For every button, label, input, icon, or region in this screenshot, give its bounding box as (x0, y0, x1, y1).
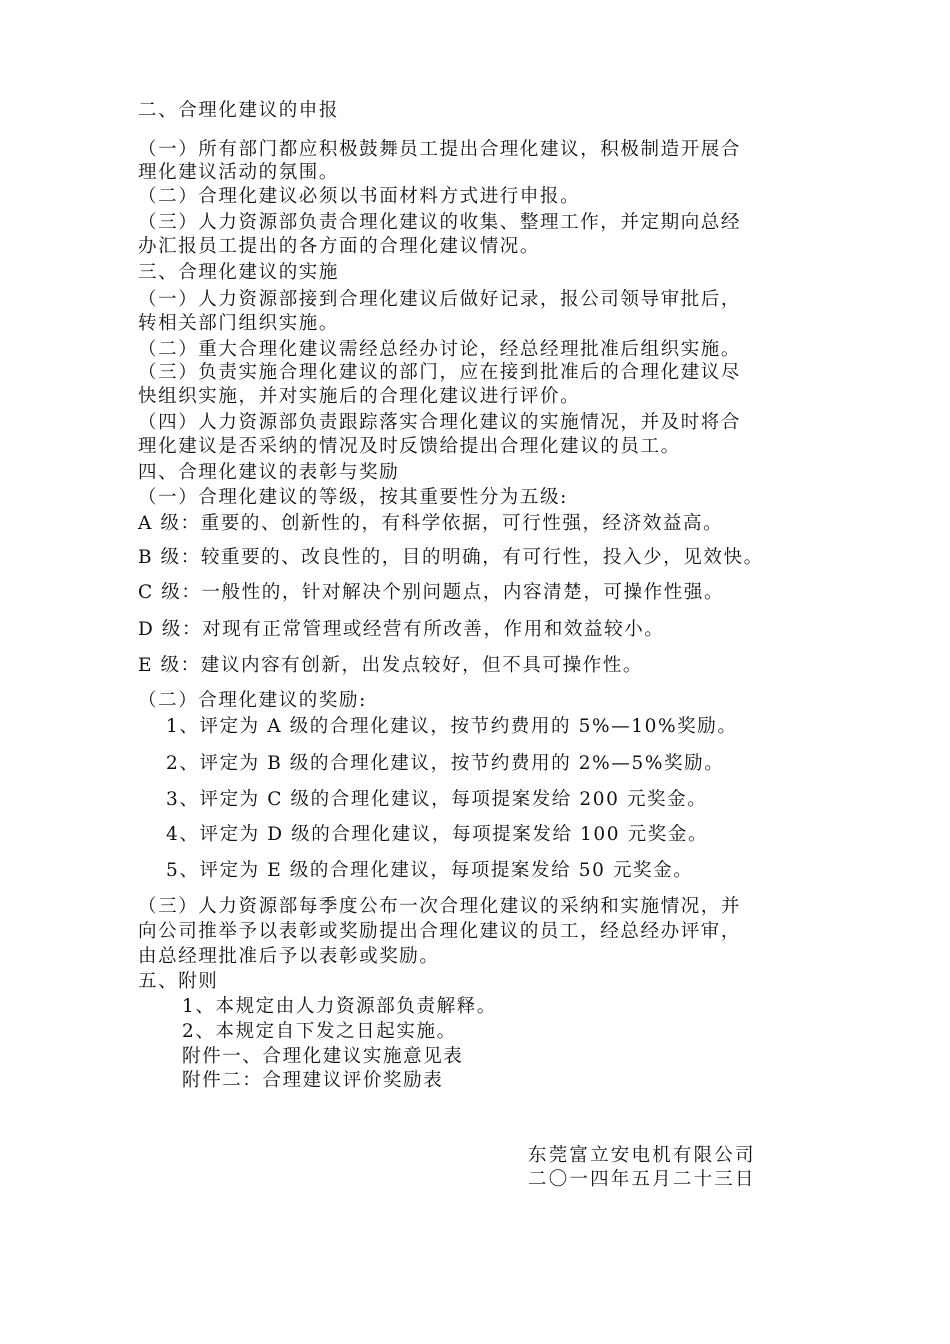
paragraph-line: 理化建议活动的氛围。 (138, 162, 340, 183)
paragraph-line: 理化建议是否采纳的情况及时反馈给提出合理化建议的员工。 (138, 436, 681, 457)
reward-item: 5、评定为 E 级的合理化建议，每项提案发给 50 元奖金。 (166, 860, 694, 881)
paragraph-line: 办汇报员工提出的各方面的合理化建议情况。 (138, 236, 541, 257)
appendix-item: 2、本规定自下发之日起实施。 (182, 1021, 457, 1042)
paragraph-line: 快组织实施，并对实施后的合理化建议进行评价。 (138, 386, 581, 407)
paragraph-line: 转相关部门组织实施。 (138, 313, 340, 334)
reward-item: 2、评定为 B 级的合理化建议，按节约费用的 2%—5%奖励。 (166, 753, 725, 774)
grade-item: C 级：一般性的，针对解决个别问题点，内容清楚，可操作性强。 (138, 582, 725, 603)
reward-item: 3、评定为 C 级的合理化建议，每项提案发给 200 元奖金。 (166, 789, 708, 810)
appendix-item: 1、本规定由人力资源部负责解释。 (182, 996, 497, 1017)
paragraph-line: （二）重大合理化建议需经总经办讨论，经总经理批准后组织实施。 (138, 339, 742, 360)
reward-item: 1、评定为 A 级的合理化建议，按节约费用的 5%—10%奖励。 (166, 716, 738, 737)
appendix-item: 附件二：合理建议评价奖励表 (182, 1070, 444, 1091)
paragraph-line: （三）人力资源部每季度公布一次合理化建议的采纳和实施情况，并 (138, 896, 742, 917)
reward-item: 4、评定为 D 级的合理化建议，每项提案发给 100 元奖金。 (166, 824, 709, 845)
paragraph-line: （一）人力资源部接到合理化建议后做好记录，报公司领导审批后， (138, 289, 742, 310)
section-heading: 四、合理化建议的表彰与奖励 (138, 462, 400, 483)
grade-item: D 级：对现有正常管理或经营有所改善，作用和效益较小。 (138, 619, 665, 640)
paragraph-line: 由总经理批准后予以表彰或奖励。 (138, 946, 440, 967)
grade-item: A 级：重要的、创新性的，有科学依据，可行性强，经济效益高。 (138, 513, 724, 534)
section-heading: 二、合理化建议的申报 (138, 100, 340, 121)
paragraph-line: （二）合理化建议必须以书面材料方式进行申报。 (138, 186, 581, 207)
grade-item: E 级：建议内容有创新，出发点较好，但不具可操作性。 (138, 655, 643, 676)
company-name: 东莞富立安电机有限公司 (528, 1145, 756, 1166)
paragraph-line: （一）合理化建议的等级，按其重要性分为五级: (138, 487, 568, 508)
paragraph-line: （三）负责实施合理化建议的部门，应在接到批准后的合理化建议尽 (138, 362, 742, 383)
grade-item: B 级：较重要的、改良性的，目的明确，有可行性，投入少，见效快。 (138, 547, 764, 568)
paragraph-line: （二）合理化建议的奖励: (138, 690, 367, 711)
appendix-item: 附件一、合理化建议实施意见表 (182, 1046, 464, 1067)
paragraph-line: 向公司推举予以表彰或奖励提出合理化建议的员工，经总经办评审， (138, 921, 742, 942)
signature-date: 二〇一四年五月二十三日 (528, 1169, 756, 1190)
section-heading: 三、合理化建议的实施 (138, 262, 340, 283)
section-heading: 五、附则 (138, 971, 219, 992)
paragraph-line: （一）所有部门都应积极鼓舞员工提出合理化建议，积极制造开展合 (138, 139, 742, 160)
paragraph-line: （三）人力资源部负责合理化建议的收集、整理工作，并定期向总经 (138, 212, 742, 233)
paragraph-line: （四）人力资源部负责跟踪落实合理化建议的实施情况，并及时将合 (138, 412, 742, 433)
